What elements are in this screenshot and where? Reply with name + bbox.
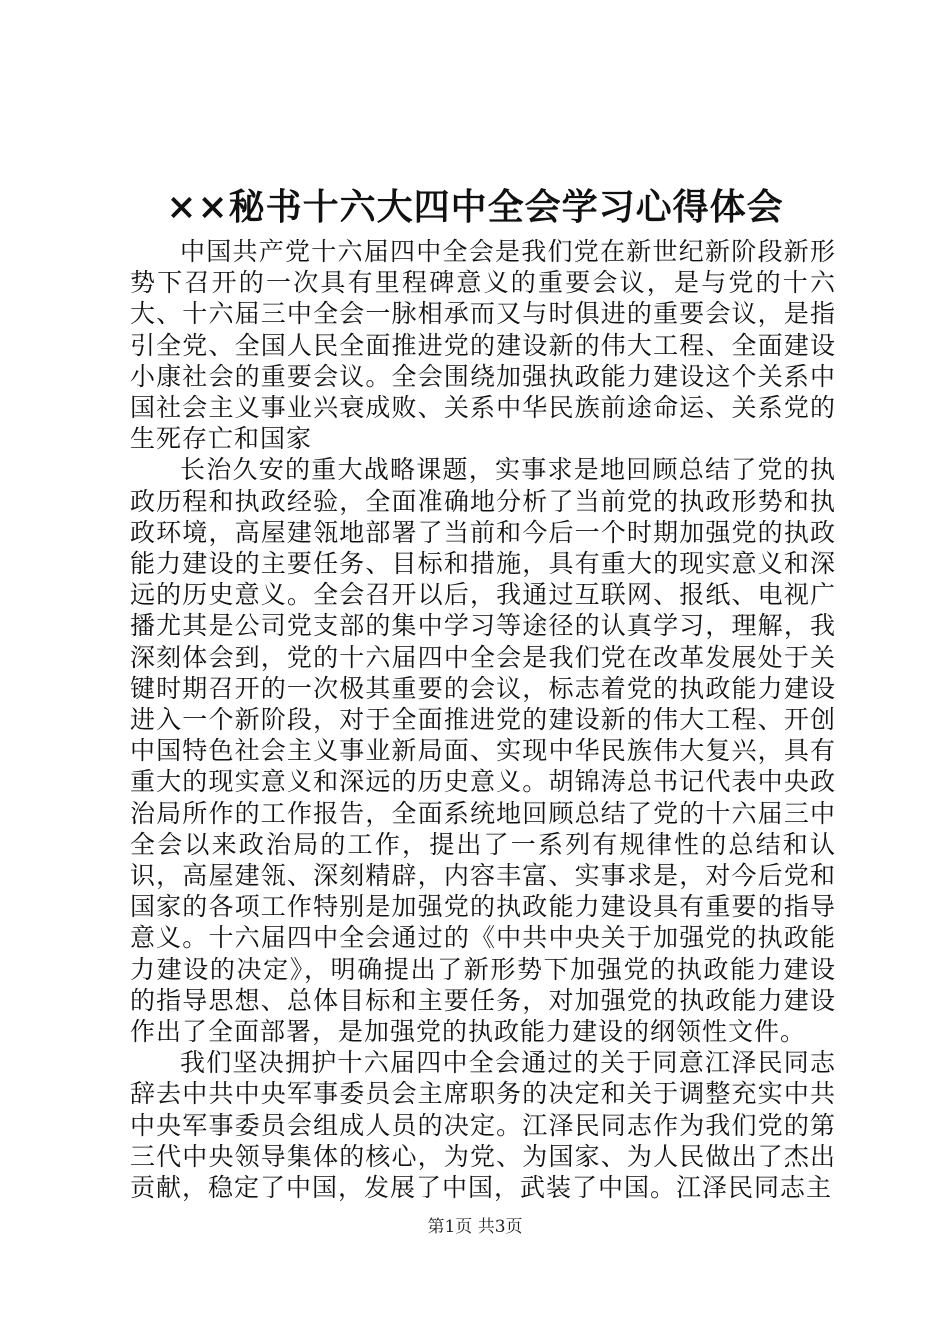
- paragraph-3: 我们坚决拥护十六届四中全会通过的关于同意江泽民同志辞去中共中央军事委员会主席职务的决定和关于调整充实中共中央军事委员会组成人员的决定。江泽民同志作为我们党的第三代中央领导集体的核心，为党、为国家、为人民做出了杰出贡献，稳定了中国，发展了中国，武装了中国。江泽民同志主: [130, 1048, 836, 1203]
- page-footer: 第1页 共3页: [427, 1217, 523, 1237]
- document-title: ××秘书十六大四中全会学习心得体会: [166, 186, 784, 228]
- paragraph-1: 中国共产党十六届四中全会是我们党在新世纪新阶段新形势下召开的一次具有里程碑意义的重要会议，是与党的十六大、十六届三中全会一脉相承而又与时俱进的重要会议，是指引全党、全国人民全面推进党的建设新的伟大工程、全面建设小康社会的重要会议。全会围绕加强执政能力建设这个关系中国社会主义事业兴衰成败、关系中华民族前途命运、关系党的生死存亡和国家: [130, 237, 836, 454]
- paragraph-2: 长治久安的重大战略课题，实事求是地回顾总结了党的执政历程和执政经验，全面准确地分析了当前党的执政形势和执政环境，高屋建瓴地部署了当前和今后一个时期加强党的执政能力建设的主要任务、目标和措施，具有重大的现实意义和深远的历史意义。全会召开以后，我通过互联网、报纸、电视广播尤其是公司党支部的集中学习等途径的认真学习，理解，我深刻体会到，党的十六届四中全会是我们党在改革发展处于关键时期召开的一次极其重要的会议，标志着党的执政能力建设进入一个新阶段，对于全面推进党的建设新的伟大工程、开创中国特色社会主义事业新局面、实现中华民族伟大复兴，具有重大的现实意义和深远的历史意义。胡锦涛总书记代表中央政治局所作的工作报告，全面系统地回顾总结了党的十六届三中全会以来政治局的工作，提出了一系列有规律性的总结和认识，高屋建瓴、深刻精辟，内容丰富、实事求是，对今后党和国家的各项工作特别是加强党的执政能力建设具有重要的指导意义。十六届四中全会通过的《中共中央关于加强党的执政能力建设的决定》，明确提出了新形势下加强党的执政能力建设的指导思想、总体目标和主要任务，对加强党的执政能力建设作出了全面部署，是加强党的执政能力建设的纲领性文件。: [130, 455, 836, 1047]
- document-body: [130, 236, 836, 1203]
